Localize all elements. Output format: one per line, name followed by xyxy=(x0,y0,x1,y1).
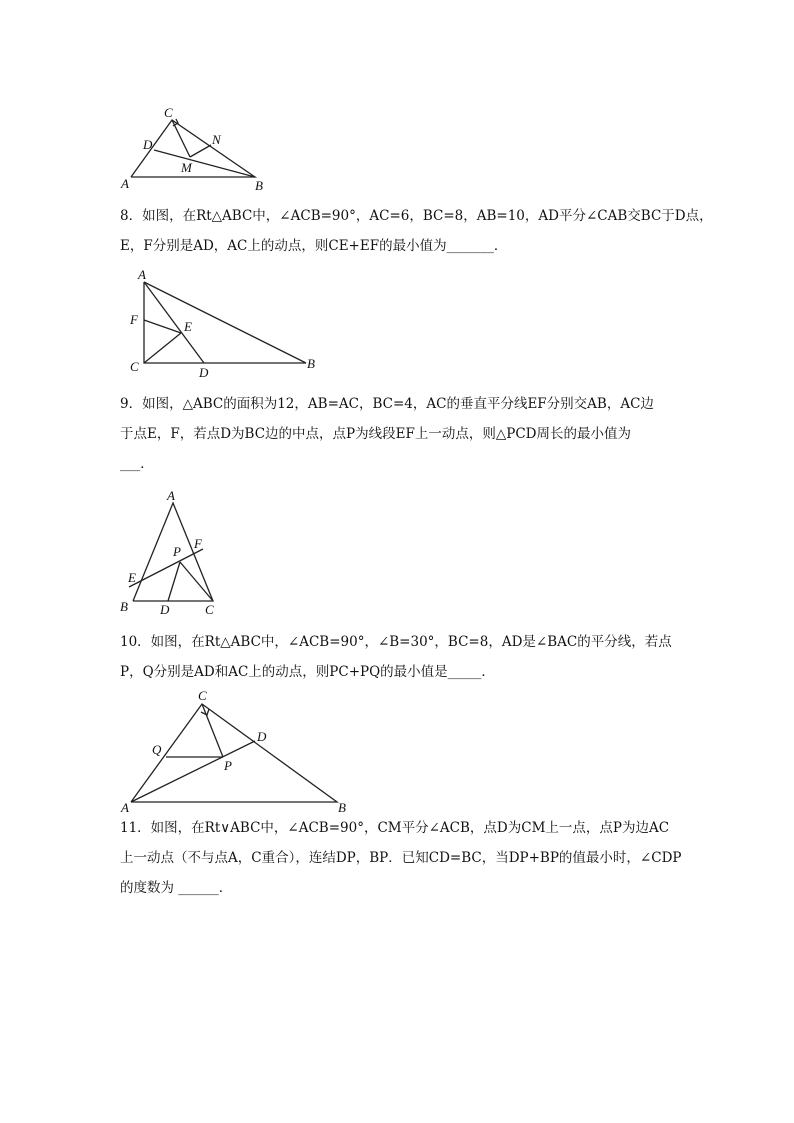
question-11 xyxy=(120,813,681,903)
label-m: M xyxy=(181,160,192,175)
label-e: E xyxy=(128,570,136,585)
question-10-line-1: 10．如图，在Rt△ABC中，∠ACB=90°，∠B=30°，BC=8，AD是∠BAC的平分线，若点 xyxy=(120,634,672,650)
question-10-line-2: P，Q分别是AD和AC上的动点，则PC+PQ的最小值是_____． xyxy=(120,664,495,680)
question-8-line-2: E，F分别是AD，AC上的动点，则CE+EF的最小值为_______． xyxy=(120,238,508,254)
label-a: A xyxy=(167,488,175,503)
label-n: N xyxy=(212,132,221,147)
label-c: C xyxy=(130,359,139,374)
question-9-line-2: 于点E，F，若点D为BC边的中点，点P为线段EF上一动点，则△PCD周长的最小值为 xyxy=(120,426,631,442)
label-b: B xyxy=(307,356,315,371)
question-11-line-2: 上一动点（不与点A，C重合），连结DP，BP．已知CD=BC，当DP+BP的值最小时，∠CDP xyxy=(120,850,682,866)
label-p: P xyxy=(173,544,181,559)
question-11-line-3: 的度数为 ______． xyxy=(120,880,233,896)
label-f: F xyxy=(194,536,202,551)
segment-ad xyxy=(131,741,255,802)
label-c: C xyxy=(205,602,214,617)
label-p: P xyxy=(224,758,232,773)
label-d: D xyxy=(143,137,153,152)
label-f: F xyxy=(130,312,138,327)
label-a: A xyxy=(121,800,129,815)
label-c: C xyxy=(164,105,173,120)
label-d: D xyxy=(257,729,267,744)
question-9-line-3: ___． xyxy=(120,456,154,472)
label-d: D xyxy=(199,365,209,380)
label-e: E xyxy=(184,319,192,334)
question-11-line-1: 11．如图，在Rt∨ABC中，∠ACB=90°，CM平分∠ACB，点D为CM上一点，点P为边AC xyxy=(120,820,670,836)
label-c: C xyxy=(198,688,207,703)
question-9-line-1: 9．如图，△ABC的面积为12，AB=AC，BC=4，AC的垂直平分线EF分别交AB，AC边 xyxy=(120,396,654,412)
label-b: B xyxy=(120,599,128,614)
label-a: A xyxy=(121,176,129,191)
label-b: B xyxy=(255,178,263,193)
question-8-line-1: 8．如图，在Rt△ABC中，∠ACB=90°，AC=6，BC=8，AB=10，AD平分∠CAB交BC于D点， xyxy=(120,208,713,224)
label-d: D xyxy=(160,602,170,617)
label-a: A xyxy=(138,267,146,282)
label-q: Q xyxy=(152,742,162,757)
label-b: B xyxy=(338,800,346,815)
